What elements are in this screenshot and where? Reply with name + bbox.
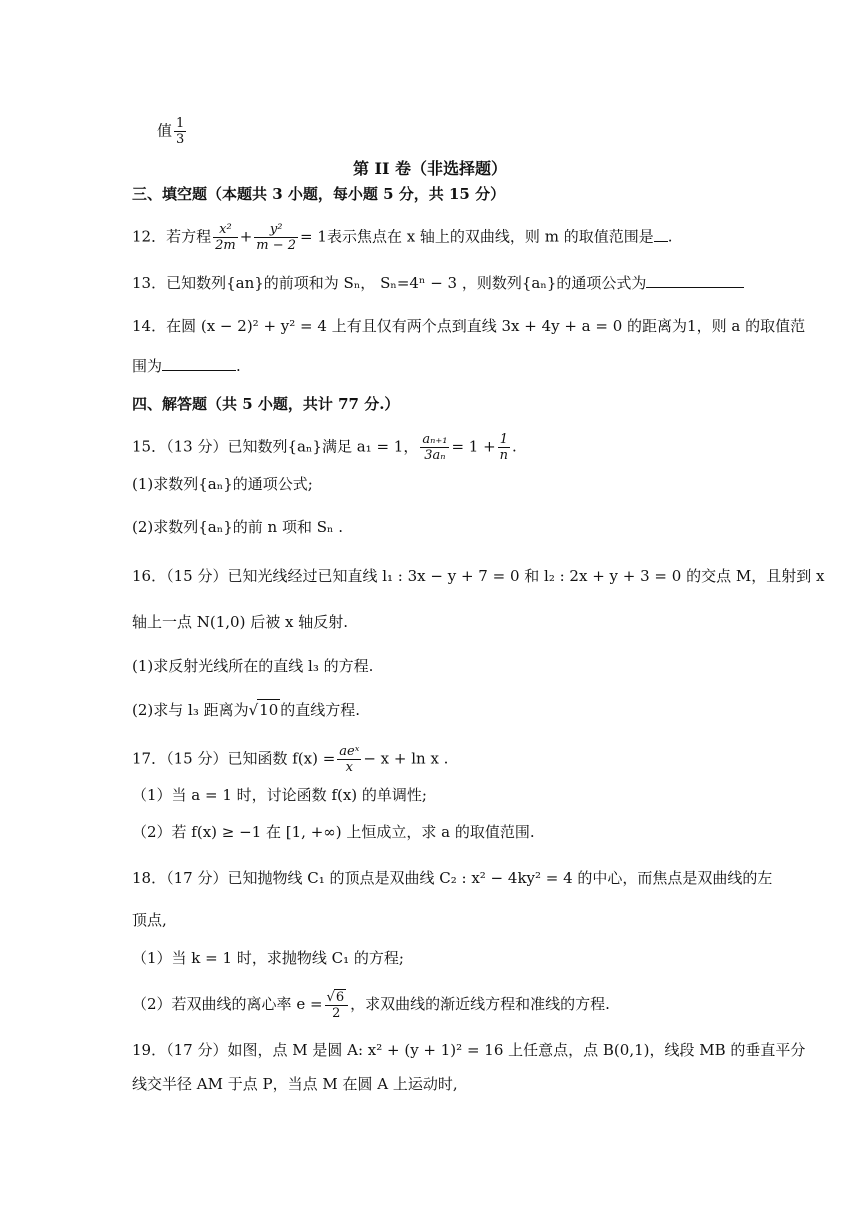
question-13: 13．已知数列{an}的前项和为 Sₙ， Sₙ=4ⁿ − 3 ，则数列{aₙ}的通项公式为 bbox=[132, 273, 744, 293]
q16-sqrt: 10 bbox=[259, 701, 279, 719]
question-18-part-1: （1）当 k = 1 时，求抛物线 C₁ 的方程; bbox=[132, 949, 404, 967]
question-19-line-2: 线交半径 AM 于点 P，当点 M 在圆 A 上运动时, bbox=[132, 1075, 458, 1093]
prev-answer-fragment bbox=[157, 116, 188, 147]
part4-heading: 四、解答题（共 5 小题，共计 77 分.） bbox=[132, 395, 400, 413]
question-15-part-2: (2)求数列{aₙ}的前 n 项和 Sₙ . bbox=[132, 518, 344, 536]
question-14-line-1: 14．在圆 (x − 2)² + y² = 4 上有且仅有两个点到直线 3x + 4y + a = 0 的距离为1，则 a 的取值范 bbox=[132, 317, 806, 335]
answer-blank[interactable] bbox=[654, 227, 668, 242]
question-18-line-2: 顶点, bbox=[132, 911, 167, 929]
question-16-line-1: 16．（15 分）已知光线经过已知直线 l₁ : 3x − y + 7 = 0 和 l₂ : 2x + y + 3 = 0 的交点 M，且射到 x bbox=[132, 567, 825, 585]
q17-fraction: $\frac{\text{aeˣ}}{x}$ bbox=[339, 744, 360, 775]
question-17-part-2: （2）若 f(x) ≥ −1 在 [1, +∞) 上恒成立，求 a 的取值范围. bbox=[132, 823, 535, 841]
q12-fraction-2: $\frac{\text{y²}}{m - 2}$ bbox=[256, 222, 297, 253]
question-14-line-2: 围为 . bbox=[132, 357, 241, 375]
q12-fraction-1: $\frac{\text{x²}}{2m}$ bbox=[215, 222, 236, 253]
q15-fraction-2: $\frac{1}{n}$ bbox=[499, 432, 509, 463]
question-15: 15．（13 分）已知数列{aₙ}满足 a₁ = 1， $\frac{\text{aₙ₊₁}}{\text{3aₙ}}$ = 1 + $\frac{1}{n}$ . bbox=[132, 432, 517, 463]
q15-fraction-1: $\frac{\text{aₙ₊₁}}{\text{3aₙ}}$ bbox=[422, 432, 448, 463]
answer-blank[interactable] bbox=[162, 356, 236, 371]
fragment-fraction: $\frac{1}{3}$ bbox=[176, 116, 185, 147]
fragment-text: 值 bbox=[157, 121, 173, 140]
question-19-line-1: 19．（17 分）如图，点 M 是圆 A: x² + (y + 1)² = 16 上任意点，点 B(0,1)，线段 MB 的垂直平分 bbox=[132, 1041, 806, 1059]
question-12: 12．若方程 $\frac{\text{x²}}{2m}$ + $\frac{\text{y²}}{m - 2}$ = 1表示焦点在 x 轴上的双曲线，则 m 的取值范围是 . bbox=[132, 222, 673, 253]
q18-fraction: $\frac{√6}{2}$ bbox=[325, 989, 349, 1021]
question-16-line-2: 轴上一点 N(1,0) 后被 x 轴反射. bbox=[132, 613, 348, 631]
answer-blank[interactable] bbox=[646, 273, 744, 288]
section-title: 第 II 卷（非选择题） bbox=[352, 159, 508, 178]
part3-heading: 三、填空题（本题共 3 小题，每小题 5 分，共 15 分） bbox=[132, 185, 506, 203]
question-17-part-1: （1）当 a = 1 时，讨论函数 f(x) 的单调性; bbox=[132, 786, 427, 804]
question-16-part-1: (1)求反射光线所在的直线 l₃ 的方程. bbox=[132, 657, 374, 675]
question-17: 17．（15 分）已知函数 f(x) = $\frac{\text{aeˣ}}{x}$ − x + ln x . bbox=[132, 744, 449, 775]
question-18-line-1: 18．（17 分）已知抛物线 C₁ 的顶点是双曲线 C₂ : x² − 4ky² = 4 的中心，而焦点是双曲线的左 bbox=[132, 869, 773, 887]
question-16-part-2: (2)求与 l₃ 距离为√10 的直线方程. bbox=[132, 701, 361, 719]
question-15-part-1: (1)求数列{aₙ}的通项公式; bbox=[132, 475, 313, 493]
question-18-part-2: （2）若双曲线的离心率 e = $\frac{√6}{2}$ ，求双曲线的渐近线方程和准线的方程. bbox=[132, 990, 610, 1021]
